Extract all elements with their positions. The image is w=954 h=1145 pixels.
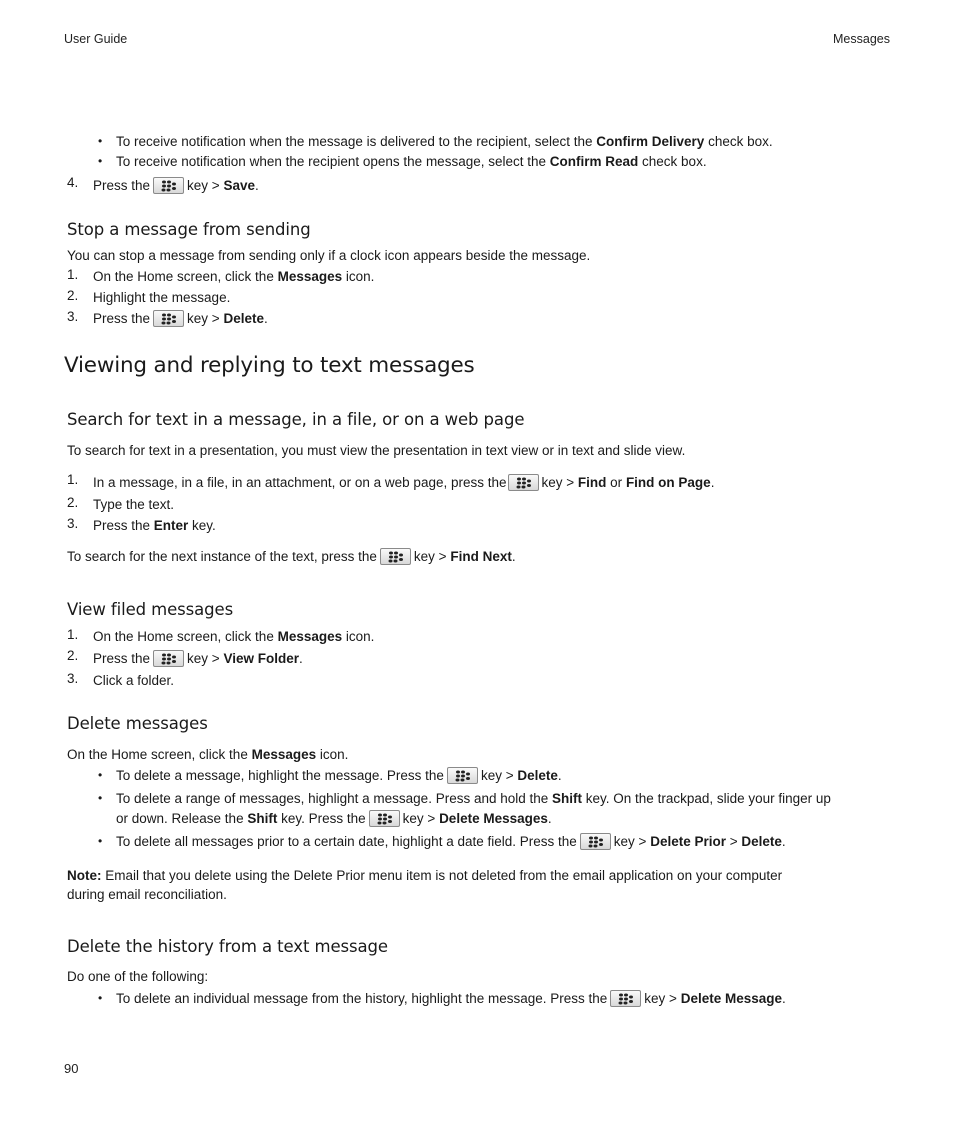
blackberry-menu-key-icon [610,990,641,1007]
blackberry-menu-key-icon [153,650,184,667]
delete-bullet-1: To delete a message, highlight the message. Press the key > Delete. [116,768,562,783]
running-header-right: Messages [833,32,890,46]
stop-step-1: On the Home screen, click the Messages icon. [93,269,375,284]
delete-bullet-2-line-2: or down. Release the Shift key. Press the key > Delete Messages. [116,811,552,826]
search-step-1: In a message, in a file, in an attachment, or on a web page, press the key > Find or Find on Page. [93,475,715,490]
step-number: 3. [67,516,79,531]
history-bullet-1: To delete an individual message from the history, highlight the message. Press the key > Delete Message. [116,991,786,1006]
blackberry-menu-key-icon [153,310,184,327]
bullet-marker: • [98,834,103,848]
find-next-line: To search for the next instance of the text, press the key > Find Next. [67,549,516,564]
blackberry-menu-key-icon [153,177,184,194]
filed-step-1: On the Home screen, click the Messages icon. [93,629,375,644]
delete-bullet-2-line-1: To delete a range of messages, highlight a message. Press and hold the Shift key. On the trackpad, slide your finger up [116,791,831,806]
filed-step-3: Click a folder. [93,673,175,688]
search-intro: To search for text in a presentation, you must view the presentation in text view or in text and slide view. [67,443,686,458]
note-line-1: Note: Email that you delete using the Delete Prior menu item is not deleted from the email application on your computer [67,868,783,883]
section-heading-filed: View filed messages [67,600,234,619]
history-intro: Do one of the following: [67,969,209,984]
search-step-3: Press the Enter key. [93,518,216,533]
section-heading-stop: Stop a message from sending [67,220,311,239]
blackberry-menu-key-icon [380,548,411,565]
section-heading-search: Search for text in a message, in a file, or on a web page [67,410,525,429]
section-heading-delete: Delete messages [67,714,208,733]
running-header-left: User Guide [64,32,128,46]
stop-step-3: Press the key > Delete. [93,311,268,326]
delete-intro: On the Home screen, click the Messages icon. [67,747,349,762]
stop-step-2: Highlight the message. [93,290,231,305]
delete-bullet-3: To delete all messages prior to a certain date, highlight a date field. Press the key > Delete Prior > Delete. [116,834,786,849]
step-number: 2. [67,495,79,510]
blackberry-menu-key-icon [369,810,400,827]
step-number: 2. [67,648,79,663]
step-number: 4. [67,175,79,190]
step-number: 2. [67,288,79,303]
blackberry-menu-key-icon [447,767,478,784]
stop-intro: You can stop a message from sending only if a clock icon appears beside the message. [67,248,591,263]
chapter-title: Viewing and replying to text messages [64,353,475,378]
confirm-delivery-item: To receive notification when the message is delivered to the recipient, select the Confirm Delivery check box. [116,134,773,149]
bullet-marker: • [98,991,103,1005]
step-number: 3. [67,309,79,324]
page-number: 90 [64,1061,79,1076]
bullet-marker: • [98,154,103,168]
blackberry-menu-key-icon [580,833,611,850]
step-number: 1. [67,267,79,282]
bullet-marker: • [98,134,103,148]
blackberry-menu-key-icon [508,474,539,491]
step-number: 1. [67,627,79,642]
section-heading-history: Delete the history from a text message [67,937,388,956]
bullet-marker: • [98,768,103,782]
bullet-marker: • [98,791,103,805]
confirm-read-item: To receive notification when the recipient opens the message, select the Confirm Read check box. [116,154,707,169]
filed-step-2: Press the key > View Folder. [93,651,303,666]
save-step: Press the key > Save. [93,178,259,193]
search-step-2: Type the text. [93,497,175,512]
step-number: 3. [67,671,79,686]
step-number: 1. [67,472,79,487]
note-line-2: during email reconciliation. [67,887,227,902]
